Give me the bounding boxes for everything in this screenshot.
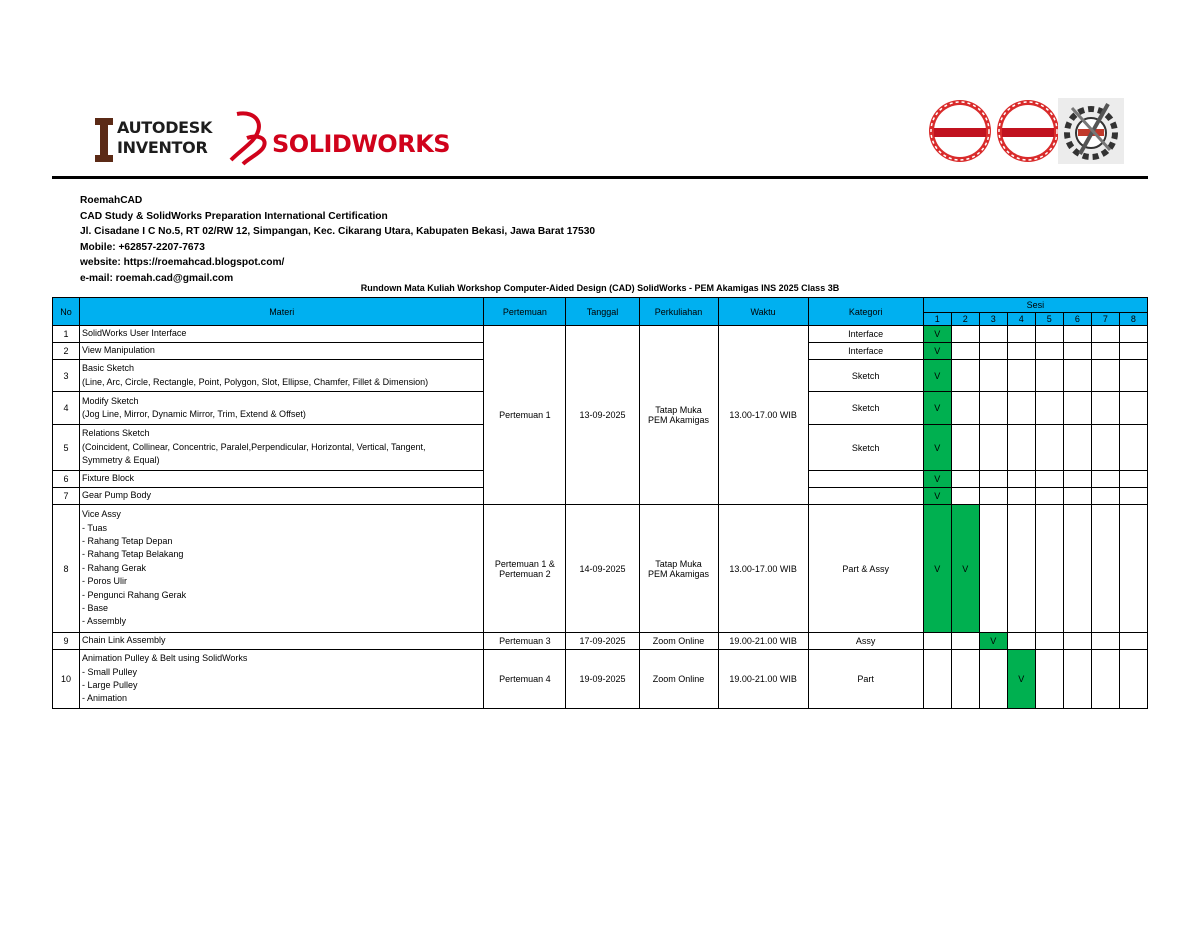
row-no: 3 — [53, 360, 80, 392]
rundown-table — [52, 297, 1148, 709]
row-kategori: Sketch — [808, 425, 923, 471]
sesi-number: 1 — [923, 313, 951, 326]
autodesk-inventor-logo — [95, 116, 213, 164]
column-header-pertemuan: Pertemuan — [484, 298, 566, 326]
column-header-perkuliahan: Perkuliahan — [639, 298, 718, 326]
table-row — [53, 650, 1148, 709]
row-no: 6 — [53, 471, 80, 488]
sesi-number: 4 — [1007, 313, 1035, 326]
sesi-number: 5 — [1035, 313, 1063, 326]
row-materi: View Manipulation — [80, 343, 484, 360]
table-row — [53, 505, 1148, 633]
row-waktu: 19.00-21.00 WIB — [718, 650, 808, 709]
row-perkuliahan: Zoom Online — [639, 633, 718, 650]
session-check: V — [923, 343, 951, 360]
company-tagline: CAD Study & SolidWorks Preparation International Certification — [80, 210, 388, 222]
row-materi: Relations Sketch (Coincident, Collinear, Concentric, Paralel,Perpendicular, Horizontal, Vertical, Tangent, Symmetry & Equal) — [80, 425, 484, 471]
row-no: 7 — [53, 488, 80, 505]
row-materi: Vice Assy - Tuas - Rahang Tetap Depan - Rahang Tetap Belakang - Rahang Gerak - Poros Ulir - Pengunci Rahang Gerak - Base - Assembly — [80, 505, 484, 633]
row-kategori: Part & Assy — [808, 505, 923, 633]
row-pertemuan: Pertemuan 3 — [484, 633, 566, 650]
row-kategori: Assy — [808, 633, 923, 650]
row-waktu: 13.00-17.00 WIB — [718, 326, 808, 505]
ds-icon — [227, 108, 273, 168]
column-header-kategori: Kategori — [808, 298, 923, 326]
session-check: V — [923, 505, 951, 633]
session-check: V — [1007, 650, 1035, 709]
row-kategori: Sketch — [808, 360, 923, 392]
row-materi: Basic Sketch (Line, Arc, Circle, Rectangle, Point, Polygon, Slot, Ellipse, Chamfer, Fillet & Dimension) — [80, 360, 484, 392]
sesi-number: 6 — [1063, 313, 1091, 326]
company-name: RoemahCAD — [80, 195, 143, 206]
row-tanggal: 14-09-2025 — [566, 505, 639, 633]
row-tanggal: 17-09-2025 — [566, 633, 639, 650]
row-materi: SolidWorks User Interface — [80, 326, 484, 343]
row-materi: Fixture Block — [80, 471, 484, 488]
row-no: 1 — [53, 326, 80, 343]
column-header-sesi: Sesi — [923, 298, 1147, 313]
company-email: e-mail: roemah.cad@gmail.com — [80, 272, 234, 284]
roemahcad-gear-logo — [1058, 98, 1124, 164]
row-kategori: Part — [808, 650, 923, 709]
certification-badge-icon — [990, 98, 1066, 164]
row-waktu: 19.00-21.00 WIB — [718, 633, 808, 650]
table-row — [53, 633, 1148, 650]
row-no: 2 — [53, 343, 80, 360]
session-check: V — [923, 425, 951, 471]
session-check: V — [923, 392, 951, 425]
row-materi: Chain Link Assembly — [80, 633, 484, 650]
row-kategori — [808, 488, 923, 505]
session-check: V — [923, 326, 951, 343]
column-header-no: No — [53, 298, 80, 326]
row-tanggal: 19-09-2025 — [566, 650, 639, 709]
autodesk-wordmark: AUTODESK — [117, 118, 213, 137]
session-check: V — [923, 471, 951, 488]
sesi-number: 7 — [1091, 313, 1119, 326]
row-tanggal: 13-09-2025 — [566, 326, 639, 505]
row-kategori: Interface — [808, 343, 923, 360]
row-pertemuan: Pertemuan 1 & Pertemuan 2 — [484, 505, 566, 633]
session-check: V — [979, 633, 1007, 650]
company-mobile: Mobile: +62857-2207-7673 — [80, 241, 205, 253]
row-no: 9 — [53, 633, 80, 650]
session-check: V — [951, 505, 979, 633]
row-no: 5 — [53, 425, 80, 471]
solidworks-logo — [227, 108, 451, 168]
row-materi: Gear Pump Body — [80, 488, 484, 505]
company-address-block — [80, 193, 595, 287]
row-kategori — [808, 471, 923, 488]
header-divider — [52, 176, 1148, 179]
session-check: V — [923, 488, 951, 505]
row-pertemuan: Pertemuan 1 — [484, 326, 566, 505]
row-no: 10 — [53, 650, 80, 709]
row-materi: Animation Pulley & Belt using SolidWorks - Small Pulley - Large Pulley - Animation — [80, 650, 484, 709]
row-perkuliahan: Tatap Muka PEM Akamigas — [639, 505, 718, 633]
document-title: Rundown Mata Kuliah Workshop Computer-Aided Design (CAD) SolidWorks - PEM Akamigas INS 2025 Class 3B — [360, 283, 840, 293]
row-perkuliahan: Tatap Muka PEM Akamigas — [639, 326, 718, 505]
sesi-number: 3 — [979, 313, 1007, 326]
session-check: V — [923, 360, 951, 392]
row-waktu: 13.00-17.00 WIB — [718, 505, 808, 633]
sesi-number: 8 — [1119, 313, 1147, 326]
row-kategori: Interface — [808, 326, 923, 343]
row-no: 4 — [53, 392, 80, 425]
table-row — [53, 326, 1148, 343]
row-kategori: Sketch — [808, 392, 923, 425]
row-no: 8 — [53, 505, 80, 633]
certification-badge-icon — [922, 98, 998, 164]
column-header-waktu: Waktu — [718, 298, 808, 326]
company-website: website: https://roemahcad.blogspot.com/ — [80, 257, 285, 269]
row-materi: Modify Sketch (Jog Line, Mirror, Dynamic Mirror, Trim, Extend & Offset) — [80, 392, 484, 425]
column-header-tanggal: Tanggal — [566, 298, 639, 326]
row-pertemuan: Pertemuan 4 — [484, 650, 566, 709]
sesi-number: 2 — [951, 313, 979, 326]
company-address: Jl. Cisadane I C No.5, RT 02/RW 12, Simpangan, Kec. Cikarang Utara, Kabupaten Bekasi, Jawa Barat 17530 — [80, 226, 596, 238]
row-perkuliahan: Zoom Online — [639, 650, 718, 709]
solidworks-wordmark: SOLIDWORKS — [272, 130, 451, 158]
column-header-materi: Materi — [80, 298, 484, 326]
inventor-wordmark: INVENTOR — [117, 138, 208, 157]
